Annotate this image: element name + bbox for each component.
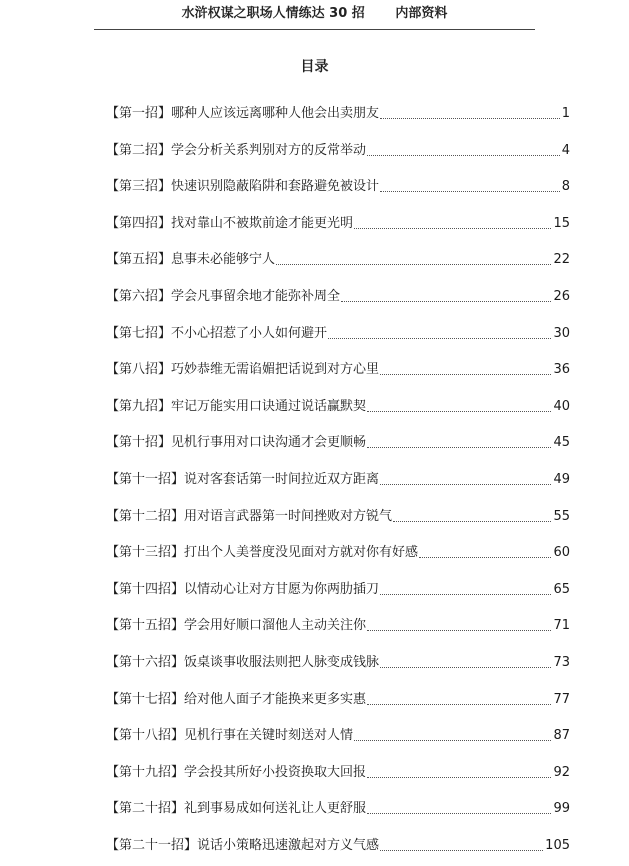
toc-dot-leader: [380, 667, 551, 668]
toc-entry-page-number: 15: [553, 215, 570, 231]
toc-entry-page-number: 4: [561, 142, 570, 158]
toc-dot-leader: [367, 813, 551, 814]
toc-entry-page-number: 45: [553, 435, 570, 451]
toc-dot-leader: [367, 704, 551, 705]
toc-dot-leader: [380, 374, 551, 375]
toc-entry-page-number: 30: [553, 325, 570, 341]
toc-entry-page-number: 36: [553, 362, 570, 378]
toc-entry-page-number: 22: [553, 252, 570, 268]
toc-entry[interactable]: [106, 652, 570, 674]
document-title: 水浒权谋之职场人情练达 30 招: [181, 6, 365, 21]
toc-entry-label: 【第十一招】说对客套话第一时间拉近双方距离: [106, 472, 380, 487]
toc-entry-label: 【第十四招】以情动心让对方甘愿为你两肋插刀: [106, 581, 380, 597]
toc-entry[interactable]: [106, 689, 570, 711]
toc-entry-page-number: 92: [553, 764, 570, 780]
toc-entry-label: 【第十七招】给对他人面子才能换来更多实惠: [106, 691, 367, 707]
toc-dot-leader: [367, 630, 551, 631]
toc-dot-leader: [276, 264, 551, 265]
toc-entry-page-number: 105: [545, 838, 570, 853]
toc-entry[interactable]: [106, 213, 570, 235]
toc-entry-label: 【第六招】学会凡事留余地才能弥补周全: [106, 289, 341, 304]
toc-dot-leader: [367, 447, 551, 448]
toc-dot-leader: [380, 594, 551, 595]
toc-entry-label: 【第八招】巧妙恭维无需谄媚把话说到对方心里: [106, 362, 380, 378]
toc-entry-label: 【第一招】哪种人应该远离哪种人他会出卖朋友: [106, 106, 380, 121]
toc-entry-label: 【第二十招】礼到事易成如何送礼让人更舒服: [106, 801, 367, 817]
toc-dot-leader: [367, 411, 551, 412]
toc-entry-page-number: 71: [553, 618, 570, 634]
toc-dot-leader: [380, 484, 551, 485]
toc-entry[interactable]: [106, 103, 570, 125]
toc-entry-page-number: 99: [553, 801, 570, 817]
toc-dot-leader: [328, 338, 551, 339]
toc-entry[interactable]: [106, 542, 570, 564]
toc-entry[interactable]: [106, 396, 570, 418]
toc-dot-leader: [419, 557, 551, 558]
toc-dot-leader: [341, 301, 551, 302]
toc-entry-label: 【第二招】学会分析关系判别对方的反常举动: [106, 142, 367, 158]
toc-entry[interactable]: [106, 579, 570, 601]
toc-entry[interactable]: [106, 506, 570, 528]
toc-dot-leader: [367, 155, 560, 156]
page-header: [0, 0, 629, 28]
toc-entry-label: 【第十二招】用对语言武器第一时间挫败对方锐气: [106, 508, 393, 524]
toc-title: 目录: [300, 59, 329, 75]
toc-entry-label: 【第十五招】学会用好顺口溜他人主动关注你: [106, 618, 367, 634]
toc-entry[interactable]: [106, 286, 570, 308]
toc-dot-leader: [393, 521, 551, 522]
toc-dot-leader: [354, 228, 551, 229]
toc-entry-page-number: 49: [553, 472, 570, 487]
toc-entry[interactable]: [106, 835, 570, 857]
toc-entry-page-number: 1: [561, 106, 570, 121]
toc-entry-page-number: 73: [553, 655, 570, 670]
header-divider: [94, 29, 535, 30]
toc-dot-leader: [367, 777, 551, 778]
toc-entry[interactable]: [106, 469, 570, 491]
toc-entry-label: 【第十招】见机行事用对口诀沟通才会更顺畅: [106, 435, 367, 451]
toc-dot-leader: [380, 850, 543, 851]
document-tag: 内部资料: [395, 6, 448, 21]
toc-entry-label: 【第十九招】学会投其所好小投资换取大回报: [106, 764, 367, 780]
toc-entry[interactable]: [106, 432, 570, 454]
toc-entry[interactable]: [106, 725, 570, 747]
toc-entry-label: 【第四招】找对靠山不被欺前途才能更光明: [106, 215, 354, 231]
toc-entry-page-number: 8: [561, 179, 570, 195]
toc-entry[interactable]: [106, 176, 570, 198]
toc-entry-page-number: 40: [553, 398, 570, 414]
toc-entry-page-number: 77: [553, 691, 570, 707]
toc-dot-leader: [380, 191, 560, 192]
toc-entry-label: 【第十三招】打出个人美誉度没见面对方就对你有好感: [106, 545, 419, 561]
toc-entry-page-number: 55: [553, 508, 570, 524]
toc-entry[interactable]: [106, 140, 570, 162]
toc-entry-label: 【第十六招】饭桌谈事收服法则把人脉变成钱脉: [106, 655, 380, 670]
toc-entry-page-number: 26: [553, 289, 570, 304]
toc-entry[interactable]: [106, 762, 570, 784]
toc-entry[interactable]: [106, 615, 570, 637]
toc-entry-page-number: 65: [553, 581, 570, 597]
toc-entry-label: 【第九招】牢记万能实用口诀通过说话赢默契: [106, 398, 367, 414]
toc-entry[interactable]: [106, 249, 570, 271]
toc-dot-leader: [380, 118, 560, 119]
toc-dot-leader: [354, 740, 551, 741]
toc-entry-label: 【第十八招】见机行事在关键时刻送对人情: [106, 728, 354, 744]
toc-entry-label: 【第七招】不小心招惹了小人如何避开: [106, 325, 328, 341]
toc-entry-label: 【第五招】息事未必能够宁人: [106, 252, 276, 268]
toc-entry[interactable]: [106, 798, 570, 820]
toc-entry[interactable]: [106, 359, 570, 381]
toc-entry[interactable]: [106, 323, 570, 345]
toc-entry-label: 【第二十一招】说话小策略迅速激起对方义气感: [106, 838, 380, 853]
toc-entry-page-number: 60: [553, 545, 570, 561]
toc-entry-label: 【第三招】快速识别隐蔽陷阱和套路避免被设计: [106, 179, 380, 195]
toc-entry-page-number: 87: [553, 728, 570, 744]
